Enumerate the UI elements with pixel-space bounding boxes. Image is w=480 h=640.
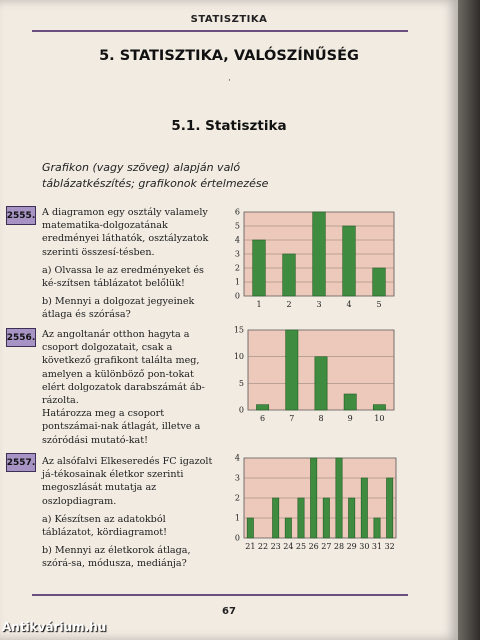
y-tick-label: 6	[234, 207, 240, 217]
bar	[253, 240, 266, 296]
y-tick-label: 1	[234, 513, 240, 523]
page-number: 67	[222, 606, 236, 617]
x-tick-label: 7	[289, 414, 295, 423]
x-tick-label: 30	[359, 542, 370, 551]
bar	[283, 254, 296, 296]
x-tick-label: 24	[283, 542, 294, 551]
bar	[256, 405, 268, 410]
x-tick-label: 32	[384, 542, 395, 551]
x-tick-label: 28	[333, 542, 345, 551]
bar	[373, 268, 386, 296]
y-tick-label: 3	[234, 249, 240, 259]
y-tick-label: 3	[234, 473, 240, 483]
section-title: 5.1. Statisztika	[171, 118, 287, 134]
bar	[313, 212, 326, 296]
problem-text	[42, 455, 218, 571]
subheading: Grafikon (vagy szöveg) alapján való táblázatkészítés; grafikonok értelmezése	[42, 161, 269, 190]
problem-text	[42, 206, 218, 322]
bar	[311, 458, 317, 538]
bar	[373, 405, 385, 410]
bar	[349, 498, 355, 538]
problem-paragraph: a) Készítsen az adatokból táblázatot, kördiagramot!	[42, 513, 167, 539]
x-tick-label: 4	[346, 300, 352, 309]
bar-chart-grades	[230, 208, 400, 314]
x-tick-label: 23	[270, 542, 281, 551]
bar	[273, 498, 279, 538]
problem-paragraph: b) Mennyi a dolgozat jegyeinek átlaga és szórása?	[42, 296, 195, 321]
problem-text	[42, 328, 218, 447]
bar	[336, 458, 342, 538]
bar	[374, 518, 380, 538]
y-tick-label: 5	[238, 378, 244, 388]
bar	[285, 518, 291, 538]
x-tick-label: 9	[347, 414, 353, 423]
bar	[315, 357, 327, 410]
x-tick-label: 5	[376, 300, 382, 309]
bar	[344, 394, 356, 410]
chapter-title: 5. STATISZTIKA, VALÓSZÍNŰSÉG	[99, 48, 359, 64]
bar	[286, 330, 298, 410]
x-tick-label: 26	[308, 542, 319, 551]
bar-chart-scores	[230, 326, 400, 430]
x-tick-label: 31	[371, 542, 383, 551]
header-rule	[32, 30, 408, 32]
bar	[343, 226, 356, 296]
y-tick-label: 10	[233, 352, 244, 362]
bar	[298, 498, 304, 538]
y-tick-label: 4	[234, 235, 240, 245]
y-tick-label: 2	[234, 493, 240, 503]
x-tick-label: 8	[318, 414, 324, 423]
y-tick-label: 0	[234, 533, 240, 543]
problem-paragraph: Az angoltanár otthon hagyta a csoport dolgozatait, csak a következő grafikont találta meg, amelyen a különböző pon-tokat elért dolgozatok darabszámát áb-rázolta.	[42, 329, 205, 407]
bar	[323, 498, 329, 538]
y-tick-label: 1	[234, 277, 240, 287]
running-head: STATISZTIKA	[190, 14, 268, 25]
footer-rule	[32, 594, 408, 596]
x-tick-label: 21	[245, 542, 256, 551]
title-dot: ·	[228, 76, 231, 86]
x-tick-label: 1	[256, 300, 262, 309]
y-tick-label: 0	[238, 405, 244, 415]
x-tick-label: 29	[346, 542, 357, 551]
x-tick-label: 6	[260, 414, 266, 423]
problem-number: 2555.	[6, 206, 36, 225]
x-tick-label: 2	[286, 300, 292, 309]
bar	[361, 478, 367, 538]
problem-paragraph: a) Olvassa le az eredményeket és ké-szítsen táblázatot belőlük!	[42, 264, 204, 290]
problem-paragraph: Az alsófalvi Elkeseredés FC igazolt já-tékosainak életkor szerinti megoszlását mutatja az oszlopdiagram.	[42, 456, 213, 507]
problem-paragraph: A diagramon egy osztály valamely matematika-dolgozatának eredményei láthatók, osztályzatok szerinti összesí-tésben.	[42, 207, 209, 258]
x-tick-label: 27	[321, 542, 332, 551]
x-tick-label: 22	[257, 542, 269, 551]
problem-number: 2556.	[6, 328, 36, 347]
bar	[387, 478, 393, 538]
y-tick-label: 15	[233, 325, 244, 335]
y-tick-label: 4	[234, 453, 240, 463]
bar	[247, 518, 253, 538]
x-tick-label: 3	[316, 300, 322, 309]
problem-number: 2557.	[6, 453, 36, 472]
y-tick-label: 2	[234, 263, 240, 273]
problem-paragraph: b) Mennyi az életkorok átlaga, szórá-sa, módusza, mediánja?	[42, 545, 191, 570]
x-tick-label: 25	[295, 542, 307, 551]
book-spine	[458, 0, 480, 640]
bar-chart-ages	[230, 454, 400, 554]
problem-paragraph: Határozza meg a csoport pontszámai-nak átlagát, illetve a szóródási mutató-kat!	[42, 408, 201, 446]
x-tick-label: 10	[374, 414, 385, 423]
y-tick-label: 5	[234, 221, 240, 231]
watermark: Antikvárium.hu	[2, 620, 107, 634]
y-tick-label: 0	[234, 291, 240, 301]
